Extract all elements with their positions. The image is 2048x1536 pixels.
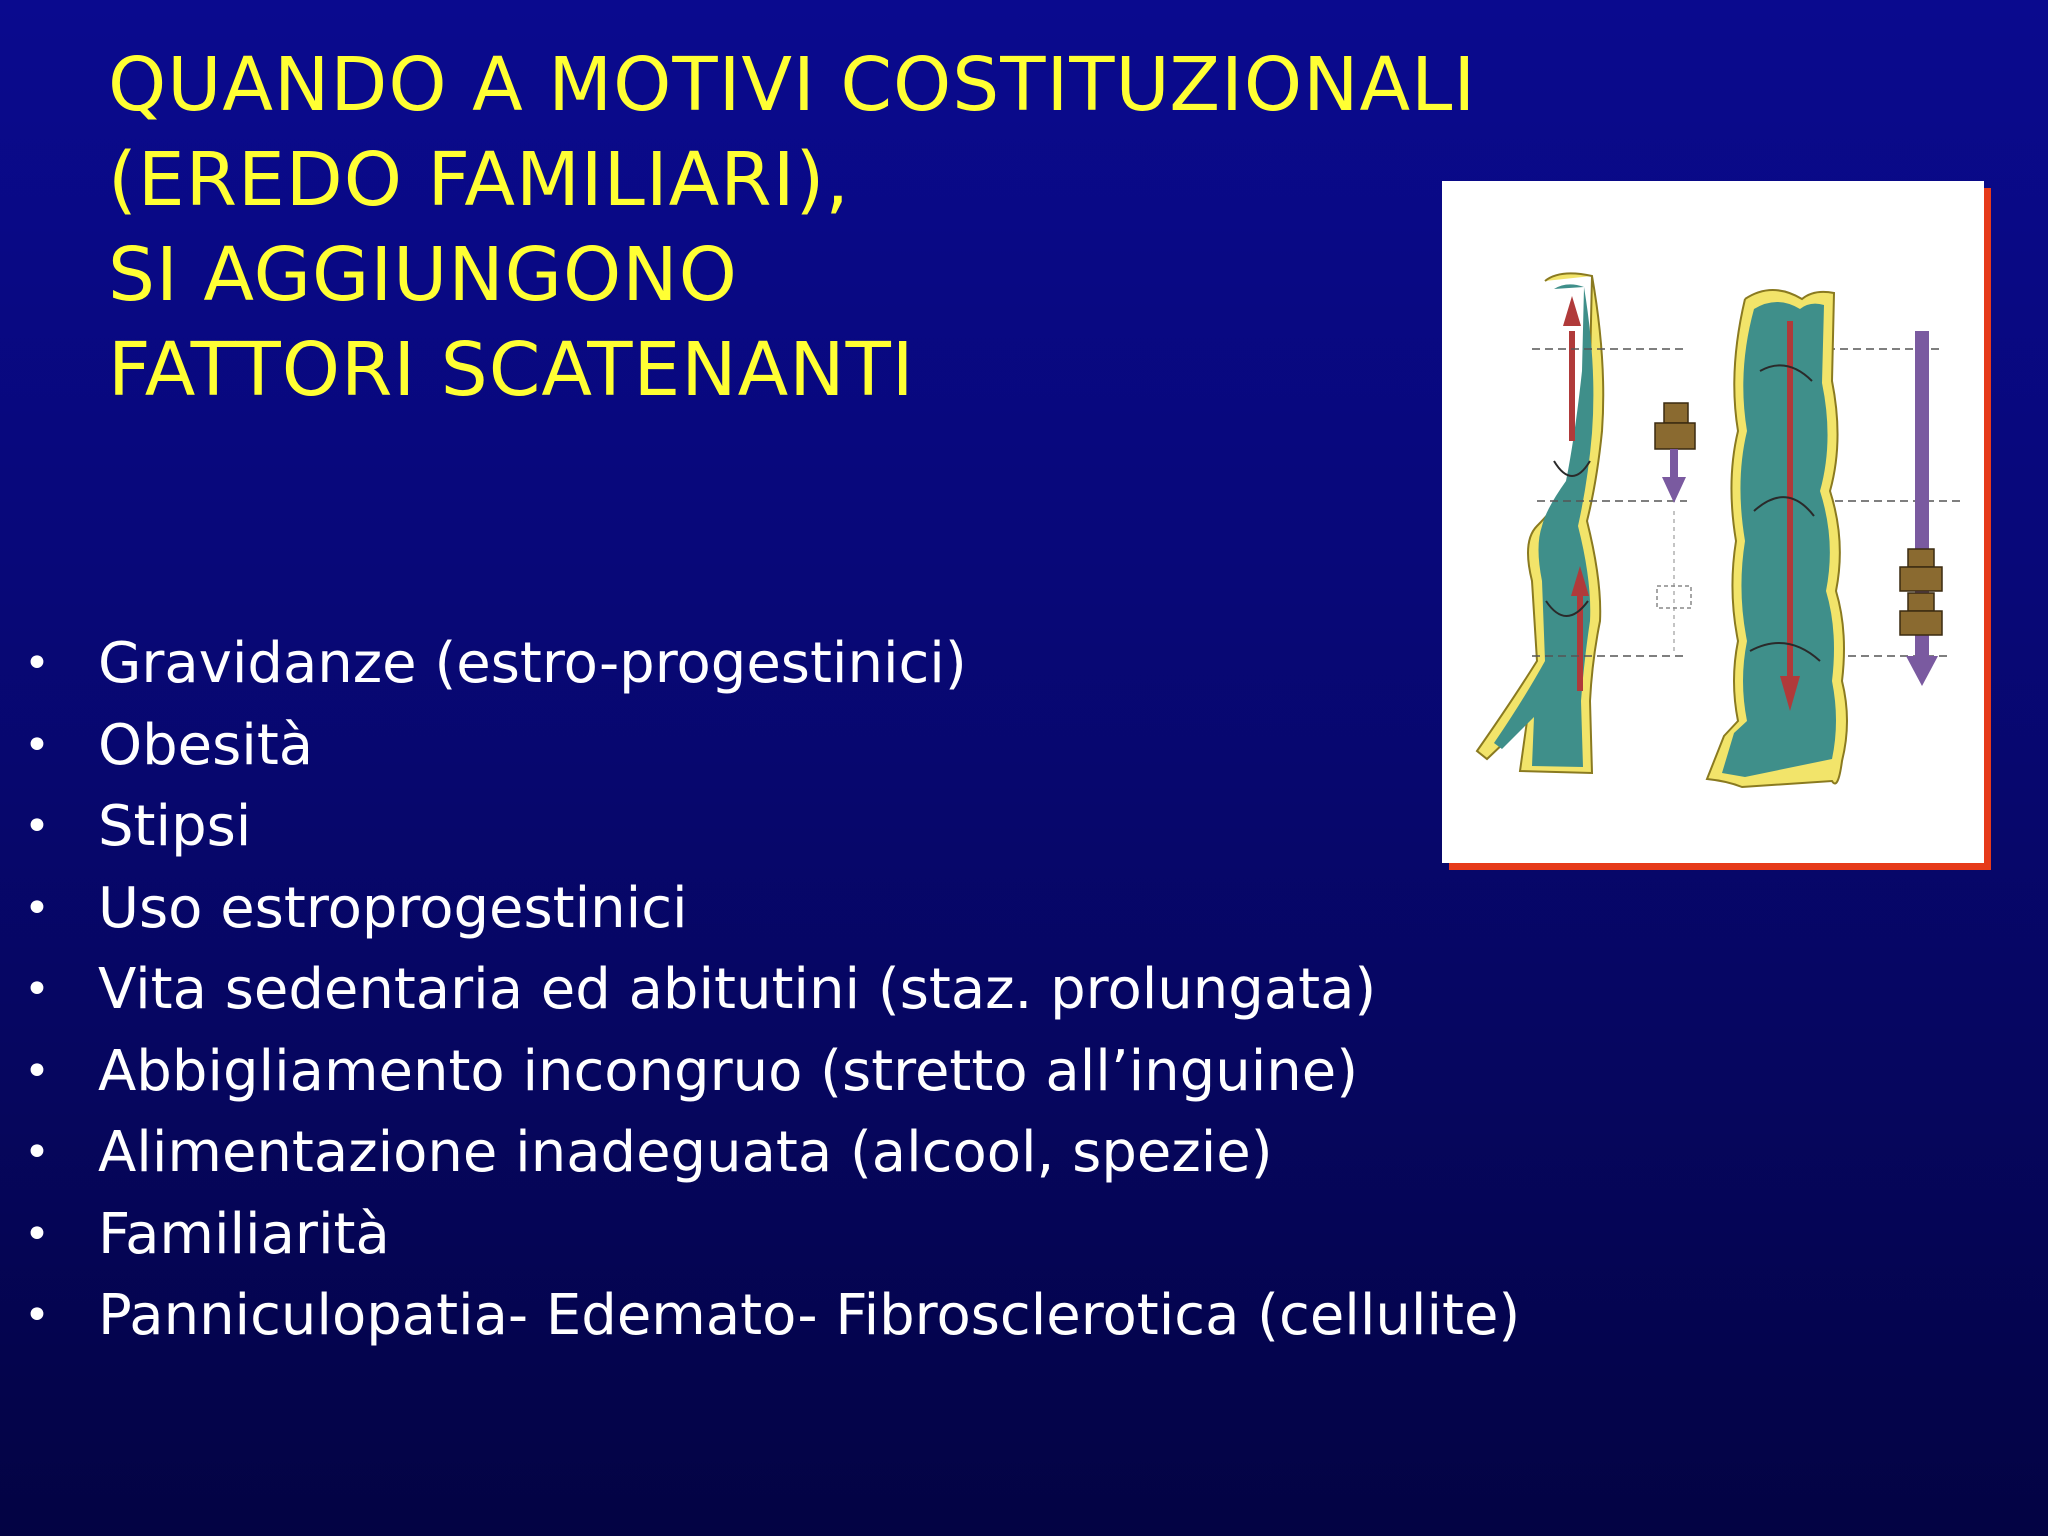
bullet-icon: • — [24, 1208, 50, 1260]
bullet-icon: • — [24, 638, 50, 689]
bullet-icon: • — [24, 1045, 50, 1097]
list-item — [0, 1275, 1520, 1357]
list-item — [0, 1031, 1520, 1113]
list-item-text: Obesità — [98, 712, 314, 778]
weights-right — [1900, 331, 1942, 686]
bullet-icon: • — [24, 882, 50, 934]
list-item-text: Uso estroprogestinici — [98, 875, 688, 941]
weights-left — [1655, 403, 1695, 651]
list-item-text: Abbigliamento incongruo (stretto all’inguine) — [98, 1038, 1359, 1104]
title-line: FATTORI SCATENANTI — [108, 327, 915, 413]
list-item-text: Vita sedentaria ed abitutini (staz. prolungata) — [98, 957, 1377, 1022]
title-line: QUANDO A MOTIVI COSTITUZIONALI — [108, 42, 1477, 128]
bullet-icon: • — [24, 801, 50, 852]
list-item-text: Alimentazione inadeguata (alcool, spezie) — [98, 1120, 1273, 1185]
list-item — [0, 786, 1520, 868]
list-item — [0, 949, 1520, 1031]
list-item-text: Familiarità — [98, 1201, 390, 1267]
vein-diagram — [1442, 181, 1984, 863]
slide-title — [108, 38, 1476, 418]
vein-valve-illustration — [1442, 181, 1984, 863]
bullet-list — [0, 623, 1520, 1357]
list-item-text: Panniculopatia- Edemato- Fibrosclerotica (cellulite) — [98, 1283, 1521, 1348]
title-line: SI AGGIUNGONO — [108, 232, 738, 318]
bullet-icon: • — [24, 1127, 50, 1178]
varicose-vein — [1707, 290, 1847, 787]
list-item-text: Gravidanze (estro-progestinici) — [98, 631, 967, 696]
bullet-icon: • — [24, 964, 50, 1015]
list-item — [0, 1112, 1520, 1194]
bullet-icon: • — [24, 719, 50, 771]
list-item — [0, 868, 1520, 950]
bullet-icon: • — [24, 1290, 50, 1341]
list-item-text: Stipsi — [98, 794, 252, 859]
list-item — [0, 623, 1520, 705]
list-item — [0, 705, 1520, 787]
list-item — [0, 1194, 1520, 1276]
title-line: (EREDO FAMILIARI), — [108, 137, 850, 223]
